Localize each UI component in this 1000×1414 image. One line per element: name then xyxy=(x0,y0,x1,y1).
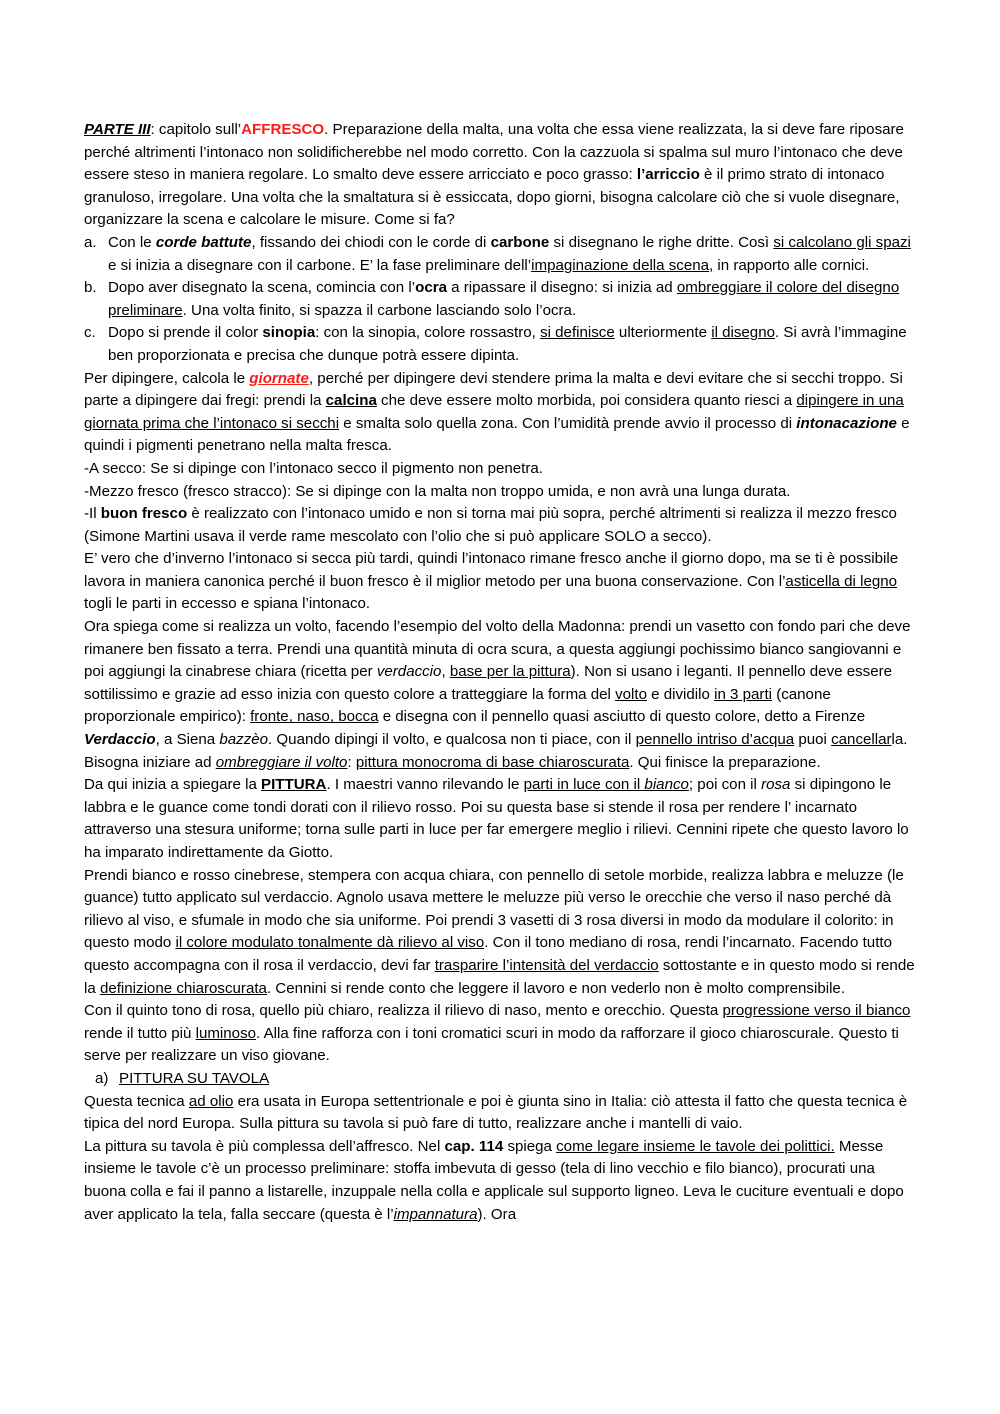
list-item-c: c. Dopo si prende il color sinopia: con la sinopia, colore rossastro, si definisce ulteriormente il disegno. Si avrà l’immagine ben proporzionata e precisa che dunque potrà essere dipinta. xyxy=(84,324,907,364)
highlight-giornate: giornate xyxy=(249,369,309,387)
paragraph-inverno: E’ vero che d’inverno l’intonaco si secca più tardi, quindi l’intonaco rimane fresco anche il giorno dopo, ma se ti è possibile lavora in maniera canonica perché il buon fresco è il miglior metodo per una buona conservazione. Con l’asticella di legno togli le parti in eccesso e spiana l’intonaco. xyxy=(84,550,899,613)
heading-pittura-su-tavola: a) PITTURA SU TAVOLA xyxy=(84,1068,916,1091)
list-marker: a) xyxy=(95,1069,109,1087)
list-item-b: b. Dopo aver disegnato la scena, comincia con l’ocra a ripassare il disegno: si inizia ad ombreggiare il colore del disegno preliminare. Una volta finito, si spazza il carbone lasciando solo l’ocra. xyxy=(84,279,900,319)
paragraph-giornate: Per dipingere, calcola le giornate, perché per dipingere devi stendere prima la malta e devi evitare che si secchi troppo. Si parte a dipingere dai fregi: prendi la calcina che deve essere molto morbida, poi considera quanto riesci a dipingere in una giornata prima che l’intonaco si secchi e smalta solo quella zona. Con l’umidità prende avvio il processo di intonacazione e quindi i pigmenti penetrano nella malta fresca. xyxy=(84,369,910,455)
paragraph-pittura: Da qui inizia a spiegare la PITTURA. I maestri vanno rilevando le parti in luce con il bianco; poi con il rosa si dipingono le labbra e le guance come tondi dorati con il rilievo rosso. Poi su questa base si stende il rosa per rendere l’ incarnato attraverso una stesura uniforme; torna sulle parti in luce per far emergere meglio i rilievi. Cennini ripete che questo lavoro lo ha imparato indirettamente da Giotto. xyxy=(84,776,909,861)
list-marker: a. xyxy=(84,233,97,251)
paragraph-volto: Ora spiega come si realizza un volto, facendo l’esempio del volto della Madonna: prendi un vasetto con fondo pari che deve rimanere ben fissato a terra. Prendi una quantità minuta di ocra scura, a questa aggiungi pochissimo bianco sangiovanni e poi aggiungi la cinabrese chiara (ricetta per verdaccio, base per la pittura). Non si usano i leganti. Il pennello deve essere sottilissimo e grazie ad esso inizia con questo colore a tratteggiare la forma del volto e dividilo in 3 parti (canone proporzionale empirico): fronte, naso, bocca e disegna con il pennello quasi asciutto di questo colore, detto a Firenze Verdaccio, a Siena bazzèo. Quando dipingi il volto, e qualcosa non ti piace, con il pennello intriso d’acqua puoi cancellarla. Bisogna iniziare ad ombreggiare il volto: pittura monocroma di base chiaroscurata. Qui finisce la preparazione. xyxy=(84,618,911,771)
highlight-affresco: AFFRESCO xyxy=(241,121,325,138)
paragraph-buon-fresco: -Il buon fresco è realizzato con l’intonaco umido e non si torna mai più sopra, perché altrimenti si realizza il mezzo fresco (Simone Martini usava il verde rame mescolato con l’olio che si può applicare SOLO a secco). xyxy=(84,505,897,545)
paragraph-bianco-rosso: Prendi bianco e rosso cinebrese, stempera con acqua chiara, con pennello di setole morbide, realizza labbra e meluzze (le guance) tutto applicato sul verdaccio. Agnolo usava mettere le meluzze più verso le orecchie che verso il naso perché dà rilievo al viso, e sfumale in modo che sia uniforme. Poi prendi 3 vasetti di 3 rosa diversi in modo da modulare il colorito: in questo modo il colore modulato tonalmente dà rilievo al viso. Con il tono mediano di rosa, rendi l’incarnato. Facendo tutto questo accompagna con il rosa il verdaccio, devi far trasparire l’intensità del verdaccio sottostante e in questo modo si rende la definizione chiaroscurata. Cennini si rende conto che leggere il lavoro e non vederlo non è molto comprensibile. xyxy=(84,866,915,997)
paragraph-tavola: La pittura su tavola è più complessa dell’affresco. Nel cap. 114 spiega come legare insieme le tavole dei polittici. Messe insieme le tavole c’è un processo preliminare: stoffa imbevuta di gesso (tela di lino vecchio e filo bianco), procurati una buona colla e fai il panno a listarelle, inzuppale nella colla e applicale sul supporto ligneo. Leva le cuciture eventuali e dopo aver applicato la tela, falla seccare (questa è l’impannatura). Ora xyxy=(84,1137,904,1223)
paragraph-quinto-tono: Con il quinto tono di rosa, quello più chiaro, realizza il rilievo di naso, mento e orecchio. Questa progressione verso il bianco rende il tutto più luminoso. Alla fine rafforza con i toni cromatici scuri in modo da rafforzare il gioco chiaroscurale. Questo ti serve per realizzare un viso giovane. xyxy=(84,1002,911,1065)
paragraph-olio: Questa tecnica ad olio era usata in Europa settentrionale e poi è giunta sino in Italia: ciò attesta il fatto che questa tecnica è tipica del nord Europa. Sulla pittura su tavola si può fare di tutto, realizzare anche i mantelli di vaio. xyxy=(84,1092,908,1133)
paragraph-a-secco: -A secco: Se si dipinge con l’intonaco secco il pigmento non penetra. xyxy=(84,459,543,477)
list-item-a: a. Con le corde battute, fissando dei chiodi con le corde di carbone si disegnano le righe dritte. Così si calcolano gli spazi e si inizia a disegnare con il carbone. E’ la fase preliminare dell’impaginazione della scena, in rapporto alle cornici. xyxy=(84,233,911,274)
section-label: PARTE III xyxy=(84,121,151,138)
paragraph-mezzo-fresco: -Mezzo fresco (fresco stracco): Se si dipinge con la malta non troppo umida, e non avrà una lunga durata. xyxy=(84,482,791,500)
list-marker: b. xyxy=(84,279,97,297)
list-marker: c. xyxy=(84,324,96,342)
paragraph-intro: PARTE III: capitolo sull’AFFRESCO. Preparazione della malta, una volta che essa viene realizzata, la si deve fare riposare perché altrimenti l’intonaco non solidificherebbe nel modo corretto. Con la cazzuola si spalma sul muro l’intonaco che deve essere steso in maniera regolare. Lo smalto deve essere arricciato e poco grasso: l’arriccio è il primo strato di intonaco granuloso, irregolare. Una volta che la smaltatura si è essiccata, dopo giorni, bisogna calcolare ciò che si vuole disegnare, organizzare la scena e calcolare le misure. Come si fa? xyxy=(84,121,904,229)
